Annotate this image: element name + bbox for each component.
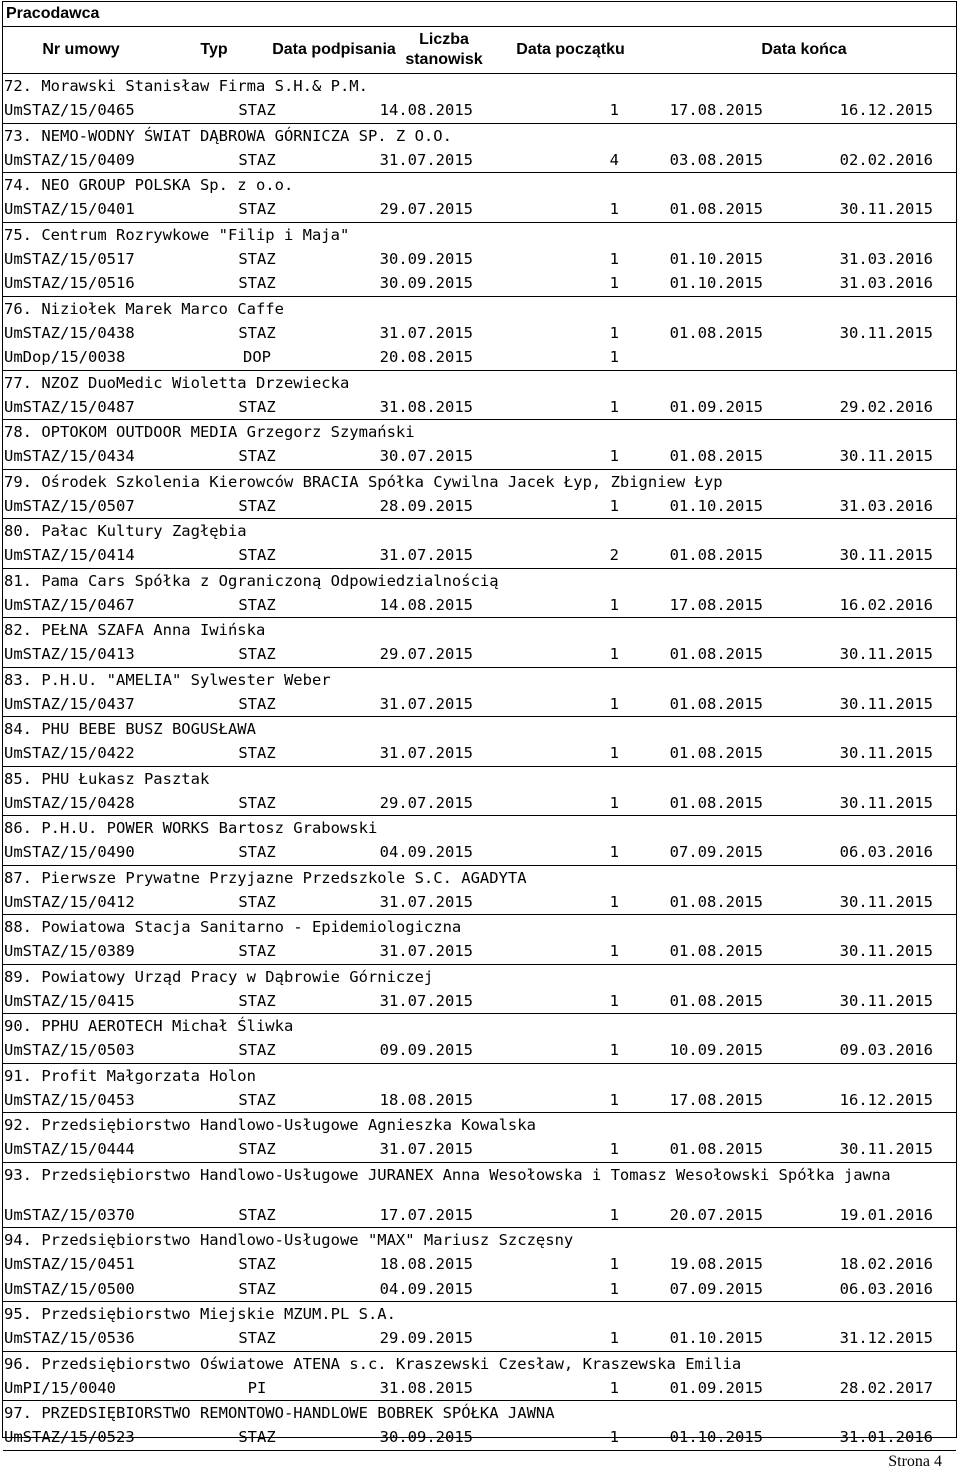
positions-count: 1 bbox=[609, 200, 619, 218]
signing-date: 29.07.2015 bbox=[379, 200, 473, 218]
signing-date: 09.09.2015 bbox=[379, 1041, 473, 1059]
start-date: 17.08.2015 bbox=[669, 1090, 763, 1109]
employer-group bbox=[3, 618, 956, 668]
employer-group bbox=[3, 371, 956, 421]
employer-group bbox=[3, 470, 956, 520]
contract-number: UmSTAZ/15/0487 bbox=[4, 397, 135, 416]
contract-type: STAZ bbox=[238, 942, 276, 960]
table-row bbox=[3, 642, 956, 667]
employer-group bbox=[3, 519, 956, 569]
contract-number: UmSTAZ/15/0500 bbox=[4, 1279, 135, 1298]
contract-number: UmSTAZ/15/0465 bbox=[4, 101, 135, 119]
employer-group bbox=[3, 173, 956, 223]
table-row bbox=[3, 791, 956, 816]
signing-date: 18.08.2015 bbox=[379, 1090, 473, 1109]
signing-date: 31.08.2015 bbox=[379, 397, 473, 416]
employer-name: 77. NZOZ DuoMedic Wioletta Drzewiecka bbox=[4, 373, 350, 392]
employer-group bbox=[3, 124, 956, 174]
col-nr-umowy: Nr umowy bbox=[42, 41, 120, 58]
table-row bbox=[3, 1252, 956, 1277]
start-date: 03.08.2015 bbox=[669, 150, 763, 169]
contract-type: STAZ bbox=[238, 274, 276, 292]
table-row bbox=[3, 1326, 956, 1351]
end-date: 30.11.2015 bbox=[839, 744, 933, 762]
end-date: 30.11.2015 bbox=[839, 645, 933, 663]
end-date: 30.11.2015 bbox=[839, 694, 933, 713]
table-row bbox=[3, 1203, 956, 1228]
table-row bbox=[3, 345, 956, 370]
table-row bbox=[3, 321, 956, 346]
employer-group bbox=[3, 1401, 956, 1451]
column-headers bbox=[3, 27, 956, 74]
contract-number: UmSTAZ/15/0437 bbox=[4, 694, 135, 713]
contract-number: UmDop/15/0038 bbox=[4, 348, 126, 366]
contract-number: UmSTAZ/15/0523 bbox=[4, 1428, 135, 1446]
employer-group bbox=[3, 1228, 956, 1302]
end-date: 30.11.2015 bbox=[839, 942, 933, 960]
table-row bbox=[3, 271, 956, 296]
positions-count: 1 bbox=[609, 1205, 619, 1224]
signing-date: 20.08.2015 bbox=[379, 348, 473, 366]
table-row bbox=[3, 939, 956, 964]
signing-date: 04.09.2015 bbox=[379, 1279, 473, 1298]
signing-date: 29.09.2015 bbox=[379, 1329, 473, 1347]
table-row bbox=[3, 1137, 956, 1162]
positions-count: 1 bbox=[609, 1140, 619, 1158]
page-title: Pracodawca bbox=[3, 2, 956, 27]
employer-group bbox=[3, 1352, 956, 1402]
positions-count: 4 bbox=[609, 150, 619, 169]
contract-type: STAZ bbox=[238, 1205, 276, 1224]
contract-number: UmSTAZ/15/0409 bbox=[4, 150, 135, 169]
end-date: 16.12.2015 bbox=[839, 101, 933, 119]
table-row bbox=[3, 1425, 956, 1450]
signing-date: 30.07.2015 bbox=[379, 447, 473, 465]
employer-name: 88. Powiatowa Stacja Sanitarno - Epidemiologiczna bbox=[4, 918, 462, 936]
start-date: 01.08.2015 bbox=[669, 546, 763, 564]
employer-group bbox=[3, 717, 956, 767]
employer-name: 85. PHU Łukasz Pasztak bbox=[4, 769, 210, 788]
employer-group bbox=[3, 223, 956, 297]
start-date: 01.10.2015 bbox=[669, 496, 763, 515]
end-date: 06.03.2016 bbox=[839, 1279, 933, 1298]
employer-name: 81. Pama Cars Spółka z Ograniczoną Odpowiedzialnością bbox=[4, 571, 499, 590]
table-row bbox=[3, 444, 956, 469]
col-liczba-stanowisk: Liczba stanowisk bbox=[405, 31, 483, 68]
table-row bbox=[3, 692, 956, 717]
start-date: 01.08.2015 bbox=[669, 694, 763, 713]
contract-number: UmSTAZ/15/0370 bbox=[4, 1205, 135, 1224]
employer-group bbox=[3, 668, 956, 718]
end-date: 30.11.2015 bbox=[839, 323, 933, 342]
end-date: 16.12.2015 bbox=[839, 1090, 933, 1109]
table-row bbox=[3, 593, 956, 618]
table-row bbox=[3, 741, 956, 766]
end-date: 31.03.2016 bbox=[839, 274, 933, 292]
start-date: 01.10.2015 bbox=[669, 1428, 763, 1446]
contract-number: UmSTAZ/15/0467 bbox=[4, 595, 135, 614]
positions-count: 1 bbox=[609, 1090, 619, 1109]
positions-count: 1 bbox=[609, 843, 619, 861]
end-date: 02.02.2016 bbox=[839, 150, 933, 169]
end-date: 30.11.2015 bbox=[839, 1140, 933, 1158]
end-date: 31.01.2016 bbox=[839, 1428, 933, 1446]
start-date: 01.08.2015 bbox=[669, 200, 763, 218]
employer-group bbox=[3, 1113, 956, 1163]
end-date: 30.11.2015 bbox=[839, 892, 933, 911]
end-date: 31.03.2016 bbox=[839, 496, 933, 515]
employer-name: 80. Pałac Kultury Zagłębia bbox=[4, 522, 247, 540]
start-date: 01.10.2015 bbox=[669, 274, 763, 292]
table-row bbox=[3, 1088, 956, 1113]
table-row bbox=[3, 989, 956, 1014]
end-date: 30.11.2015 bbox=[839, 546, 933, 564]
contract-type: STAZ bbox=[238, 150, 276, 169]
start-date: 01.08.2015 bbox=[669, 942, 763, 960]
contract-number: UmSTAZ/15/0434 bbox=[4, 447, 135, 465]
contract-type: STAZ bbox=[238, 595, 276, 614]
page-number: Strona 4 bbox=[888, 1453, 942, 1470]
employer-group bbox=[3, 965, 956, 1015]
start-date: 01.08.2015 bbox=[669, 1140, 763, 1158]
contract-number: UmSTAZ/15/0503 bbox=[4, 1041, 135, 1059]
employer-name: 97. PRZEDSIĘBIORSTWO REMONTOWO-HANDLOWE BOBREK SPÓŁKA JAWNA bbox=[4, 1404, 555, 1422]
signing-date: 31.07.2015 bbox=[379, 546, 473, 564]
employer-name: 87. Pierwsze Prywatne Przyjazne Przedszkole S.C. AGADYTA bbox=[4, 868, 527, 887]
contract-number: UmSTAZ/15/0517 bbox=[4, 249, 135, 268]
positions-count: 1 bbox=[609, 1378, 619, 1397]
table-row bbox=[3, 1277, 956, 1302]
employer-name: 84. PHU BEBE BUSZ BOGUSŁAWA bbox=[4, 720, 256, 738]
signing-date: 31.07.2015 bbox=[379, 1140, 473, 1158]
positions-count: 1 bbox=[609, 942, 619, 960]
contract-type: STAZ bbox=[238, 1041, 276, 1059]
employer-name: 78. OPTOKOM OUTDOOR MEDIA Grzegorz Szymański bbox=[4, 423, 415, 441]
positions-count: 1 bbox=[609, 694, 619, 713]
employer-name: 96. Przedsiębiorstwo Oświatowe ATENA s.c. Kraszewski Czesław, Kraszewska Emilia bbox=[4, 1354, 742, 1373]
contract-type: STAZ bbox=[238, 694, 276, 713]
contract-type: STAZ bbox=[238, 496, 276, 515]
employer-group bbox=[3, 1302, 956, 1352]
table-row bbox=[3, 395, 956, 420]
table-row bbox=[3, 247, 956, 272]
positions-count: 1 bbox=[609, 1255, 619, 1273]
signing-date: 31.07.2015 bbox=[379, 892, 473, 911]
signing-date: 30.09.2015 bbox=[379, 1428, 473, 1446]
signing-date: 29.07.2015 bbox=[379, 793, 473, 812]
signing-date: 30.09.2015 bbox=[379, 274, 473, 292]
start-date: 07.09.2015 bbox=[669, 843, 763, 861]
contract-type: STAZ bbox=[238, 101, 276, 119]
employer-name: 92. Przedsiębiorstwo Handlowo-Usługowe Agnieszka Kowalska bbox=[4, 1116, 536, 1134]
start-date: 10.09.2015 bbox=[669, 1041, 763, 1059]
contract-number: UmSTAZ/15/0415 bbox=[4, 991, 135, 1010]
positions-count: 1 bbox=[609, 991, 619, 1010]
employer-group bbox=[3, 420, 956, 470]
contract-type: STAZ bbox=[238, 200, 276, 218]
end-date: 28.02.2017 bbox=[839, 1378, 933, 1397]
positions-count: 1 bbox=[609, 793, 619, 812]
employer-group bbox=[3, 297, 956, 371]
contract-type: STAZ bbox=[238, 397, 276, 416]
end-date: 30.11.2015 bbox=[839, 200, 933, 218]
positions-count: 1 bbox=[609, 1041, 619, 1059]
col-data-poczatku: Data początku bbox=[516, 41, 625, 58]
start-date: 07.09.2015 bbox=[669, 1279, 763, 1298]
positions-count: 1 bbox=[609, 323, 619, 342]
contract-type: STAZ bbox=[238, 843, 276, 861]
contract-number: UmSTAZ/15/0536 bbox=[4, 1329, 135, 1347]
employer-group bbox=[3, 866, 956, 916]
table-row bbox=[3, 890, 956, 915]
positions-count: 2 bbox=[609, 546, 619, 564]
employer-name: 74. NEO GROUP POLSKA Sp. z o.o. bbox=[4, 176, 294, 194]
contract-number: UmSTAZ/15/0451 bbox=[4, 1255, 135, 1273]
start-date: 01.08.2015 bbox=[669, 991, 763, 1010]
signing-date: 31.08.2015 bbox=[379, 1378, 473, 1397]
employer-group bbox=[3, 74, 956, 124]
contract-number: UmSTAZ/15/0413 bbox=[4, 645, 135, 663]
start-date: 01.08.2015 bbox=[669, 892, 763, 911]
positions-count: 1 bbox=[609, 274, 619, 292]
signing-date: 31.07.2015 bbox=[379, 744, 473, 762]
employer-group bbox=[3, 1064, 956, 1114]
start-date: 01.08.2015 bbox=[669, 645, 763, 663]
contract-number: UmSTAZ/15/0422 bbox=[4, 744, 135, 762]
signing-date: 04.09.2015 bbox=[379, 843, 473, 861]
contract-type: STAZ bbox=[238, 645, 276, 663]
contract-number: UmSTAZ/15/0428 bbox=[4, 793, 135, 812]
positions-count: 1 bbox=[609, 447, 619, 465]
employer-group bbox=[3, 569, 956, 619]
employer-name: 94. Przedsiębiorstwo Handlowo-Usługowe "MAX" Mariusz Szczęsny bbox=[4, 1231, 574, 1249]
document-frame bbox=[2, 1, 957, 1446]
positions-count: 1 bbox=[609, 397, 619, 416]
start-date: 01.08.2015 bbox=[669, 447, 763, 465]
employer-name: 72. Morawski Stanisław Firma S.H.& P.M. bbox=[4, 77, 368, 95]
contract-type: STAZ bbox=[238, 793, 276, 812]
end-date: 30.11.2015 bbox=[839, 793, 933, 812]
employer-name: 83. P.H.U. "AMELIA" Sylwester Weber bbox=[4, 670, 331, 689]
end-date: 31.03.2016 bbox=[839, 249, 933, 268]
employer-name: 93. Przedsiębiorstwo Handlowo-Usługowe JURANEX Anna Wesołowska i Tomasz Wesołowski Spółka jawna bbox=[4, 1165, 891, 1184]
contract-number: UmSTAZ/15/0389 bbox=[4, 942, 135, 960]
employer-group bbox=[3, 915, 956, 965]
contract-number: UmSTAZ/15/0444 bbox=[4, 1140, 135, 1158]
employer-name: 90. PPHU AEROTECH Michał Śliwka bbox=[4, 1017, 294, 1035]
employer-group bbox=[3, 767, 956, 817]
contract-type: STAZ bbox=[238, 1090, 276, 1109]
contract-number: UmSTAZ/15/0414 bbox=[4, 546, 135, 564]
contract-type: DOP bbox=[243, 348, 271, 366]
start-date: 01.10.2015 bbox=[669, 1329, 763, 1347]
contract-number: UmSTAZ/15/0516 bbox=[4, 274, 135, 292]
table-row bbox=[3, 197, 956, 222]
positions-count: 1 bbox=[609, 249, 619, 268]
positions-count: 1 bbox=[609, 348, 619, 366]
contract-type: STAZ bbox=[238, 447, 276, 465]
end-date: 19.01.2016 bbox=[839, 1205, 933, 1224]
end-date: 30.11.2015 bbox=[839, 447, 933, 465]
table-row bbox=[3, 98, 956, 123]
table-row bbox=[3, 494, 956, 519]
signing-date: 31.07.2015 bbox=[379, 942, 473, 960]
contract-type: STAZ bbox=[238, 991, 276, 1010]
signing-date: 30.09.2015 bbox=[379, 249, 473, 268]
start-date: 01.09.2015 bbox=[669, 397, 763, 416]
signing-date: 31.07.2015 bbox=[379, 991, 473, 1010]
contract-type: PI bbox=[247, 1378, 267, 1397]
employer-group bbox=[3, 816, 956, 866]
positions-count: 1 bbox=[609, 101, 619, 119]
start-date: 01.10.2015 bbox=[669, 249, 763, 268]
positions-count: 1 bbox=[609, 595, 619, 614]
table-row bbox=[3, 148, 956, 173]
employer-name: 86. P.H.U. POWER WORKS Bartosz Grabowski bbox=[4, 819, 378, 837]
start-date: 17.08.2015 bbox=[669, 595, 763, 614]
end-date: 16.02.2016 bbox=[839, 595, 933, 614]
end-date: 29.02.2016 bbox=[839, 397, 933, 416]
table-row bbox=[3, 840, 956, 865]
table-row bbox=[3, 1376, 956, 1401]
positions-count: 1 bbox=[609, 1329, 619, 1347]
signing-date: 31.07.2015 bbox=[379, 694, 473, 713]
contract-type: STAZ bbox=[238, 1329, 276, 1347]
end-date: 30.11.2015 bbox=[839, 991, 933, 1010]
signing-date: 31.07.2015 bbox=[379, 323, 473, 342]
signing-date: 29.07.2015 bbox=[379, 645, 473, 663]
contract-number: UmSTAZ/15/0412 bbox=[4, 892, 135, 911]
table-row bbox=[3, 1038, 956, 1063]
positions-count: 1 bbox=[609, 892, 619, 911]
start-date: 20.07.2015 bbox=[669, 1205, 763, 1224]
positions-count: 1 bbox=[609, 1279, 619, 1298]
contract-type: STAZ bbox=[238, 323, 276, 342]
signing-date: 17.07.2015 bbox=[379, 1205, 473, 1224]
signing-date: 14.08.2015 bbox=[379, 101, 473, 119]
contract-type: STAZ bbox=[238, 1255, 276, 1273]
contract-type: STAZ bbox=[238, 1428, 276, 1446]
start-date: 01.08.2015 bbox=[669, 793, 763, 812]
start-date: 17.08.2015 bbox=[669, 101, 763, 119]
end-date: 31.12.2015 bbox=[839, 1329, 933, 1347]
contract-type: STAZ bbox=[238, 1140, 276, 1158]
employer-name: 95. Przedsiębiorstwo Miejskie MZUM.PL S.A. bbox=[4, 1305, 396, 1323]
start-date: 19.08.2015 bbox=[669, 1255, 763, 1273]
employer-name: 75. Centrum Rozrywkowe "Filip i Maja" bbox=[4, 225, 350, 244]
employer-name: 82. PEŁNA SZAFA Anna Iwińska bbox=[4, 621, 266, 639]
employer-group bbox=[3, 1163, 956, 1229]
contract-number: UmSTAZ/15/0490 bbox=[4, 843, 135, 861]
end-date: 09.03.2016 bbox=[839, 1041, 933, 1059]
employer-name: 89. Powiatowy Urząd Pracy w Dąbrowie Górniczej bbox=[4, 967, 434, 986]
contract-type: STAZ bbox=[238, 1279, 276, 1298]
employer-name: 73. NEMO-WODNY ŚWIAT DĄBROWA GÓRNICZA SP. Z O.O. bbox=[4, 126, 452, 145]
signing-date: 14.08.2015 bbox=[379, 595, 473, 614]
contract-type: STAZ bbox=[238, 249, 276, 268]
contract-number: UmSTAZ/15/0507 bbox=[4, 496, 135, 515]
positions-count: 1 bbox=[609, 496, 619, 515]
employer-list bbox=[3, 74, 956, 1451]
employer-name: 76. Niziołek Marek Marco Caffe bbox=[4, 299, 284, 318]
col-data-konca: Data końca bbox=[761, 41, 847, 58]
positions-count: 1 bbox=[609, 1428, 619, 1446]
col-typ: Typ bbox=[200, 41, 228, 58]
contract-number: UmSTAZ/15/0401 bbox=[4, 200, 135, 218]
positions-count: 1 bbox=[609, 744, 619, 762]
contract-number: UmSTAZ/15/0453 bbox=[4, 1090, 135, 1109]
signing-date: 18.08.2015 bbox=[379, 1255, 473, 1273]
end-date: 18.02.2016 bbox=[839, 1255, 933, 1273]
start-date: 01.08.2015 bbox=[669, 323, 763, 342]
contract-type: STAZ bbox=[238, 744, 276, 762]
signing-date: 31.07.2015 bbox=[379, 150, 473, 169]
positions-count: 1 bbox=[609, 645, 619, 663]
table-row bbox=[3, 543, 956, 568]
signing-date: 28.09.2015 bbox=[379, 496, 473, 515]
contract-number: UmSTAZ/15/0438 bbox=[4, 323, 135, 342]
col-data-podpisania: Data podpisania bbox=[272, 41, 396, 58]
contract-number: UmPI/15/0040 bbox=[4, 1378, 116, 1397]
start-date: 01.09.2015 bbox=[669, 1378, 763, 1397]
employer-name: 79. Ośrodek Szkolenia Kierowców BRACIA Spółka Cywilna Jacek Łyp, Zbigniew Łyp bbox=[4, 472, 723, 491]
end-date: 06.03.2016 bbox=[839, 843, 933, 861]
start-date: 01.08.2015 bbox=[669, 744, 763, 762]
employer-name: 91. Profit Małgorzata Holon bbox=[4, 1066, 256, 1085]
employer-group bbox=[3, 1014, 956, 1064]
contract-type: STAZ bbox=[238, 892, 276, 911]
contract-type: STAZ bbox=[238, 546, 276, 564]
